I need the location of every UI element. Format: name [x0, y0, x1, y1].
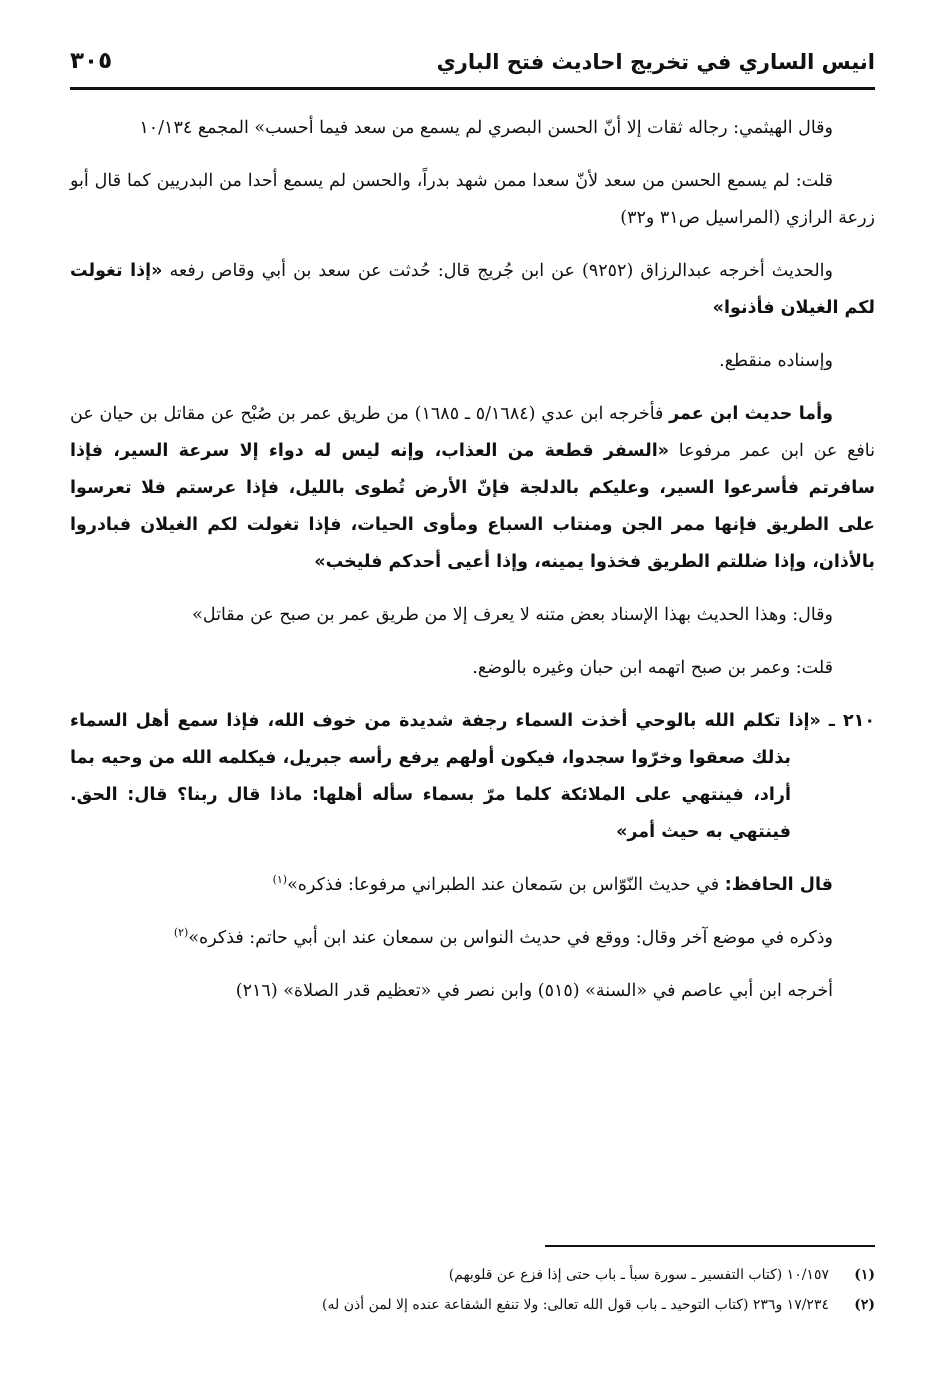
text-run: فأخرجه ابن عدي (٥/١٦٨٤ ـ ١٦٨٥) من طريق عمر بن صُبْح عن مقاتل بن حيان عن نافع عن ابن عمر مرفوعا — [70, 404, 875, 461]
footnote-text: ١٧/٢٣٤ و٢٣٦ (كتاب التوحيد ـ باب قول الله تعالى: ولا تنفع الشفاعة عنده إلا لمن أذن له) — [322, 1297, 829, 1313]
main-text — [70, 110, 875, 1026]
footnote-ref: (١) — [272, 873, 288, 887]
footnotes — [70, 1260, 875, 1320]
paragraph — [70, 163, 875, 237]
paragraph — [70, 110, 875, 147]
text-run: وقال الهيثمي: رجاله ثقات إلا أنّ الحسن البصري لم يسمع من سعد فيما أحسب» المجمع ١٠/١٣٤ — [139, 118, 833, 138]
bold-text: «إذا تغولت لكم الغيلان فأذنوا» — [70, 261, 875, 318]
paragraph — [70, 343, 875, 380]
book-title: انيس الساري في تخريج احاديث فتح الباري — [436, 50, 875, 74]
paragraph — [70, 973, 875, 1010]
footnote — [70, 1260, 875, 1290]
paragraph — [70, 920, 875, 957]
paragraph — [70, 650, 875, 687]
text-run: في حديث النّوّاس بن سَمعان عند الطبراني مرفوعا: فذكره» — [287, 875, 725, 895]
footnote-number: (٢) — [854, 1297, 875, 1313]
text-run: وإسناده منقطع. — [719, 351, 833, 371]
text-run: وقال: وهذا الحديث بهذا الإسناد بعض متنه لا يعرف إلا من طريق عمر بن صبح عن مقاتل» — [192, 605, 833, 625]
bold-text: قال الحافظ: — [724, 875, 833, 895]
footnote-number: (١) — [854, 1267, 875, 1283]
page-number: ٣٠٥ — [70, 48, 113, 74]
bold-text: «السفر قطعة من العذاب، وإنه ليس له دواء إلا سرعة السير، فإذا سافرتم فأسرعوا السير، وعليكم بالدلجة فإنّ الأرض تُطوى بالليل، فإذا عرستم فلا تعرسوا على الطريق فإنها ممر الجن ومنتاب السباع ومأوى الحيات، فإذا تغولت لكم الغيلان فبادروا بالأذان، وإذا ضللتم الطريق فخذوا يمينه، وإذا أعيى أحدكم فليخب» — [70, 441, 875, 572]
paragraph — [70, 253, 875, 327]
paragraph — [70, 396, 875, 581]
footnote-separator — [545, 1245, 875, 1247]
text-run: والحديث أخرجه عبدالرزاق (٩٢٥٢) عن ابن جُريج قال: حُدثت عن سعد بن أبي وقاص رفعه — [162, 261, 833, 281]
text-run: أخرجه ابن أبي عاصم في «السنة» (٥١٥) وابن نصر في «تعظيم قدر الصلاة» (٢١٦) — [235, 981, 833, 1001]
bold-text: ٢١٠ ـ «إذا تكلم الله بالوحي أخذت السماء رجفة شديدة من خوف الله، فإذا سمع أهل السماء بذلك صعقوا وخرّوا سجدوا، فيكون أولهم يرفع رأسه جبريل، فيكلمه الله من وحيه بما أراد، فينتهي على الملائكة كلما مرّ بسماء سأله أهلها: ماذا قال ربنا؟ قال: الحق. فينتهي به حيث أمر» — [70, 711, 875, 842]
footnote — [70, 1290, 875, 1320]
running-header — [70, 42, 875, 90]
text-run: قلت: وعمر بن صبح اتهمه ابن حبان وغيره بالوضع. — [472, 658, 833, 678]
text-run: وذكره في موضع آخر وقال: ووقع في حديث النواس بن سمعان عند ابن أبي حاتم: فذكره» — [188, 928, 833, 948]
paragraph — [70, 597, 875, 634]
paragraph — [70, 703, 875, 851]
footnote-ref: (٢) — [173, 926, 189, 940]
bold-text: وأما حديث ابن عمر — [669, 404, 833, 424]
footnote-text: ١٠/١٥٧ (كتاب التفسير ـ سورة سبأ ـ باب حتى إذا فزع عن قلوبهم) — [448, 1267, 829, 1283]
text-run: قلت: لم يسمع الحسن من سعد لأنّ سعدا ممن شهد بدراً، والحسن لم يسمع أحدا من البدريين كما قال أبو زرعة الرازي (المراسيل ص٣١ و٣٢) — [70, 171, 875, 228]
paragraph — [70, 867, 875, 904]
